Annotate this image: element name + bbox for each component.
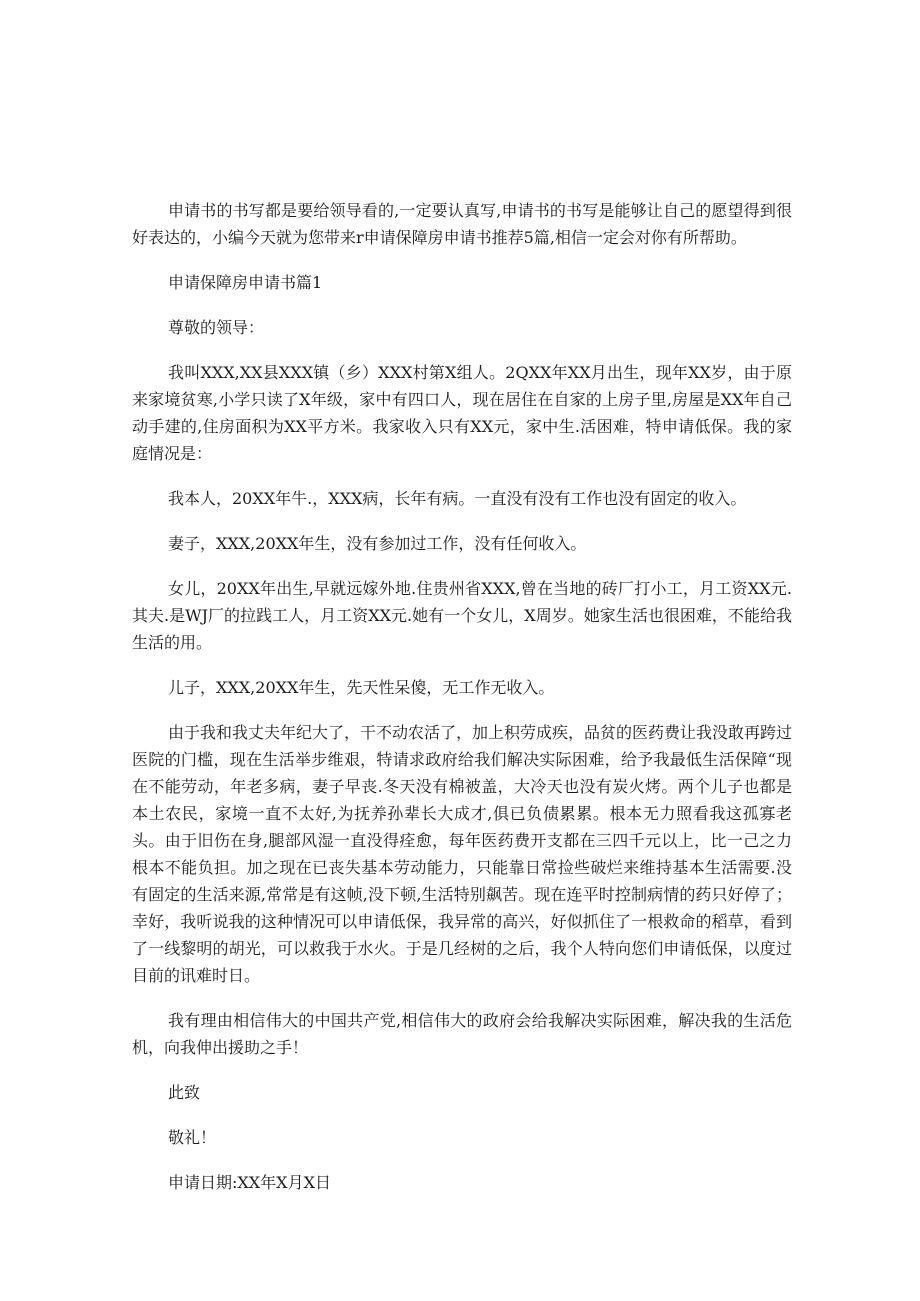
application-date: 申请日期:XX年X月X日 <box>168 1173 331 1192</box>
body-paragraph: 儿子，XXX,20XX年生，先天性呆傻，无工作无收入。 <box>168 678 555 697</box>
body-paragraph: 由于我和我丈夫年纪大了，干不动农活了，加上积劳成疾，品贫的医药费让我没敢再跨过医院的门槛，现在生活举步维艰，特请求政府给我们解决实际困难，给予我最低生活保障“现在不能劳动，年老多病，妻子早丧.冬天没有棉被盖，大冷天也没有炭火烤。两个儿子也都是本土农民，家境一直不太好,为抚养孙辈长大成才,俱已负债累累。根本无力照看我这孤寡老头。由于旧伤在身,腿部风湿一直没得痊愈，每年医药费开支都在三四千元以上，比一己之力根本不能负担。加之现在已丧失基本劳动能力，只能靠日常捡些破烂来维持基本生活需要.没有固定的生活来源,常常是有这帧,没下顿,生活特别飙苦。现在连平时控制病情的药只好停了；幸好，我听说我的这种情况可以申请低保，我异常的高兴，好似抓住了一根救命的稻草，看到了一线黎明的胡光，可以救我于水火。于是几经树的之后，我个人特向您们申请低保，以度过目前的讯难时日。 <box>132 723 793 985</box>
body-paragraph: 我叫XXX,XX县XXX镇（乡）XXX村第X组人。2QXX年XX月出生，现年XX岁，由于原来家境贫寒,小学只读了X年级，家中有四口人，现在居住在自家的上房子里,房屋是XX年自己动手建的,住房面积为XX平方米。我家收入只有XX元，家中生.活困难，特申请低保。我的家庭情况是： <box>132 363 792 463</box>
body-paragraph: 我本人，20XX年牛.，XXX病，长年有病。一直没有没有工作也没有固定的收入。 <box>168 489 747 508</box>
intro-paragraph: 申请书的书写都是要给领导看的,一定要认真写,申请书的书写是能够让自己的愿望得到很好表达的，小编今天就为您带来r申请保障房申请书推荐5篇,相信一定会对你有所帮助。 <box>132 201 792 247</box>
body-paragraph: 我有理由相信伟大的中国共产党,相信伟大的政府会给我解决实际困难，解决我的生活危机，向我伸出援助之手！ <box>132 1011 792 1057</box>
body-paragraph: 女儿，20XX年出生,早就远嫁外地.住贵州省XXX,曾在当地的砖厂打小工，月工资XX元.其夫.是WJ厂的拉践工人，月工资XX元.她有一个女儿，X周岁。她家生活也很困难，不能给我生活的用。 <box>132 579 792 652</box>
body-paragraph: 妻子，XXX,20XX年生，没有参加过工作，没有任何收入。 <box>168 534 587 553</box>
document-body <box>132 197 792 1214</box>
closing-phrase: 此致 <box>168 1083 201 1102</box>
salutation: 尊敬的领导： <box>168 318 265 337</box>
closing-greeting: 敬礼！ <box>168 1128 217 1147</box>
section-title: 申请保障房申请书篇1 <box>168 273 323 292</box>
